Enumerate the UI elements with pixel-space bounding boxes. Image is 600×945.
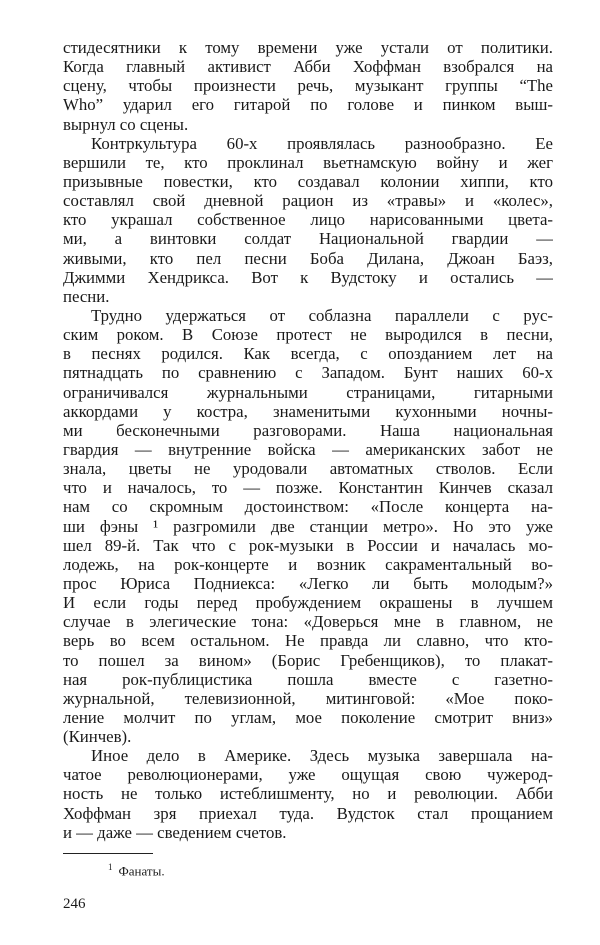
text-line: стидесятники к тому времени уже устали от политики. bbox=[63, 38, 553, 57]
text-line: журнальной, телевизионной, митинговой: «Мое поко- bbox=[63, 688, 553, 708]
text-line: знала, цветы не уродовали автоматных стволов. Если bbox=[63, 459, 553, 479]
text-line: ми бесконечными разговорами. Наша национальная bbox=[63, 420, 553, 440]
text-line: Контркультура 60-х проявлялась разнообразно. Ее bbox=[91, 133, 553, 153]
text-line: Трудно удержаться от соблазна параллели с рус- bbox=[91, 305, 553, 325]
text-line: (Кинчев). bbox=[63, 727, 132, 747]
text-line: пятнадцать по сравнению с Западом. Бунт наших 60-х bbox=[63, 363, 553, 383]
page-number: 246 bbox=[63, 896, 86, 912]
text-line: призывные повестки, кто создавал колонии хиппи, кто bbox=[63, 171, 553, 191]
paragraph bbox=[63, 38, 553, 134]
text-line: ми, а винтовки солдат Национальной гвардии — bbox=[63, 229, 553, 249]
text-line: вырнул со сцены. bbox=[63, 114, 189, 134]
paragraph bbox=[63, 134, 553, 306]
text-line: песни. bbox=[63, 286, 110, 306]
text-line: Джимми Хендрикса. Вот к Вудстоку и остались — bbox=[63, 267, 553, 287]
text-line: что и началось, то — позже. Константин Кинчев сказал bbox=[63, 478, 553, 498]
text-line: ность не только истеблишменту, но и революции. Абби bbox=[63, 784, 553, 804]
text-line: то пошел за вином» (Борис Гребенщиков), то плакат- bbox=[63, 650, 553, 670]
text-line: ление молчит по углам, мое поколение смотрит вниз» bbox=[63, 707, 553, 727]
text-line: чатое революционерами, уже ощущая свою чужерод- bbox=[63, 765, 553, 785]
paragraph bbox=[63, 746, 553, 842]
text-line: Иное дело в Америке. Здесь музыка завершала на- bbox=[91, 746, 553, 766]
text-line: вершили те, кто проклинал вьетнамскую войну и жег bbox=[63, 152, 553, 172]
text-line: сцену, чтобы произнести речь, музыкант группы “The bbox=[63, 76, 553, 96]
footnote-text: Фанаты. bbox=[118, 863, 165, 879]
footnote bbox=[108, 862, 165, 879]
text-line: аккордами у костра, знаменитыми кухонными ночны- bbox=[63, 401, 553, 421]
text-line: живыми, кто пел песни Боба Дилана, Джоан Баэз, bbox=[63, 248, 553, 268]
footnote-mark: 1 bbox=[108, 862, 113, 872]
text-line: ши фэны ¹ разгромили две станции метро». Но это уже bbox=[63, 516, 553, 536]
footnote-divider bbox=[63, 853, 153, 854]
text-line: и — даже — сведением счетов. bbox=[63, 822, 287, 842]
text-line: в песнях родился. Как всегда, с опозданием лет на bbox=[63, 344, 553, 364]
text-line: гвардия — внутренние войска — американских забот не bbox=[63, 439, 553, 459]
text-line: ная рок-публицистика пошла вместе с газетно- bbox=[63, 669, 553, 689]
text-line: Когда главный активист Абби Хоффман взобрался на bbox=[63, 57, 553, 77]
text-line: нам со скромным достоинством: «После концерта на- bbox=[63, 497, 553, 517]
text-line: кто украшал собственное лицо нарисованными цвета- bbox=[63, 210, 553, 230]
text-line: прос Юриса Подниекса: «Легко ли быть молодым?» bbox=[63, 573, 553, 593]
text-line: Хоффман зря приехал туда. Вудсток стал прощанием bbox=[63, 803, 553, 823]
text-line: ограничивался журнальными страницами, гитарными bbox=[63, 382, 553, 402]
paragraph bbox=[63, 306, 553, 746]
body-text bbox=[63, 38, 553, 842]
text-line: верь во всем остальном. Не правда ли славно, что кто- bbox=[63, 631, 553, 651]
text-line: И если годы перед пробуждением окрашены в лучшем bbox=[63, 593, 553, 613]
text-line: шел 89-й. Так что с рок-музыки в России и началась мо- bbox=[63, 535, 553, 555]
text-line: составлял свой дневной рацион из «травы» и «колес», bbox=[63, 191, 553, 211]
text-line: случае в элегические тона: «Доверься мне в главном, не bbox=[63, 612, 553, 632]
text-line: ским роком. В Союзе протест не выродился в песни, bbox=[63, 325, 553, 345]
text-line: Who” ударил его гитарой по голове и пинком выш- bbox=[63, 95, 553, 115]
text-line: лодежь, на рок-концерте и возник сакраментальный во- bbox=[63, 554, 553, 574]
